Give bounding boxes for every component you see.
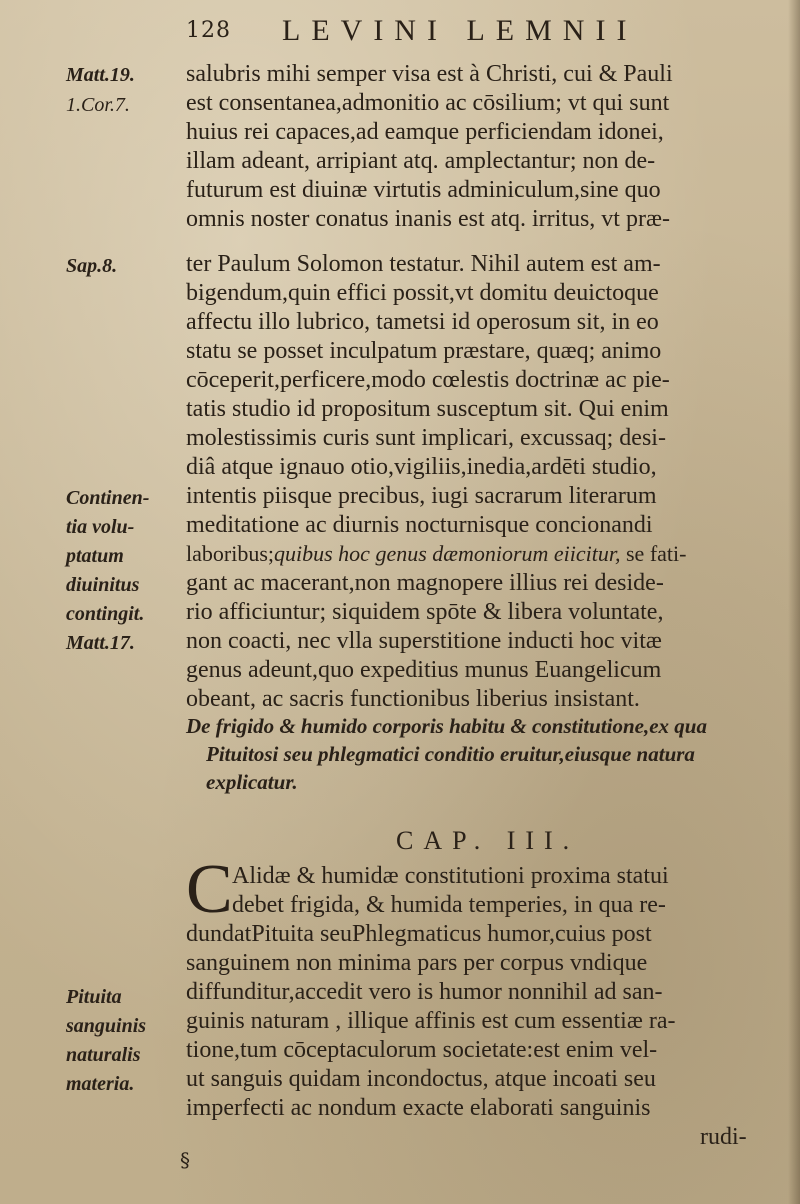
chapter-line: guinis naturam , illique affinis est cum essentiæ ra-	[186, 1008, 676, 1034]
chapter-line: tione,tum cōceptaculorum societate:est enim vel-	[186, 1037, 658, 1063]
margin-note-continentia-3: ptatum	[66, 545, 124, 567]
body-line: statu se posset inculpatum præstare, quæq; animo	[186, 338, 662, 364]
body-line: obeant, ac sacris functionibus liberius insistant.	[186, 686, 640, 712]
body-line-with-italic: laboribus;quibus hoc genus dæmoniorum eiicitur, se fati-	[186, 541, 687, 566]
body-line: bigendum,quin effici possit,vt domitu deuictoque	[186, 280, 659, 306]
chapter-line: sanguinem non minima pars per corpus vndique	[186, 950, 648, 976]
body-line: omnis noster conatus inanis est atq. irritus, vt præ-	[186, 206, 670, 232]
body-line: intentis piisque precibus, iugi sacrarum literarum	[186, 483, 657, 509]
body-line: diâ atque ignauo otio,vigiliis,inedia,ardēti studio,	[186, 454, 657, 480]
body-line: est consentanea,admonitio ac cōsilium; vt qui sunt	[186, 90, 670, 116]
margin-note-continentia-5: contingit.	[66, 603, 145, 625]
margin-note-pituita-4: materia.	[66, 1073, 135, 1095]
body-line: gant ac macerant,non magnopere illius rei deside-	[186, 570, 664, 596]
margin-note-pituita-2: sanguinis	[66, 1015, 147, 1037]
body-line: illam adeant, arripiant atq. amplectantur; non de-	[186, 148, 656, 174]
page-header	[0, 14, 800, 54]
chapter-line: Alidæ & humidæ constitutioni proxima statui	[232, 863, 669, 889]
drop-cap: C	[186, 851, 233, 928]
body-line: meditatione ac diurnis nocturnisque concionandi	[186, 512, 653, 538]
chapter-heading: CAP. III.	[396, 826, 580, 855]
body-line: tatis studio id propositum susceptum sit. Qui enim	[186, 396, 669, 422]
chapter-line: diffunditur,accedit vero is humor nonnihil ad san-	[186, 979, 663, 1005]
chapter-line: imperfecti ac nondum exacte elaborati sanguinis	[186, 1095, 651, 1121]
body-line: genus adeunt,quo expeditius munus Euangelicum	[186, 657, 662, 683]
margin-note-pituita-3: naturalis	[66, 1044, 141, 1066]
body-line: non coacti, nec vlla superstitione inducti hoc vitæ	[186, 628, 662, 654]
chapter-summary-line: explicatur.	[206, 770, 298, 794]
body-line: futurum est diuinæ virtutis adminiculum,sine quo	[186, 177, 661, 203]
margin-note-sap8: Sap.8.	[66, 255, 118, 277]
body-line: salubris mihi semper visa est à Christi, cui & Pauli	[186, 61, 673, 87]
margin-note-matt19: Matt.19.	[66, 64, 135, 86]
body-line: ter Paulum Solomon testatur. Nihil autem est am-	[186, 251, 661, 277]
chapter-line: debet frigida, & humida temperies, in qua re-	[232, 892, 666, 918]
chapter-summary-line: Pituitosi seu phlegmatici conditio eruitur,eiusque natura	[206, 742, 695, 766]
running-title: LEVINI LEMNII	[282, 14, 638, 47]
page-number: 128	[186, 18, 231, 43]
body-line: affectu illo lubrico, tametsi id operosum sit, in eo	[186, 309, 659, 335]
body-line: molestissimis curis sunt implicari, excussaq; desi-	[186, 425, 666, 451]
chapter-summary-line: De frigido & humido corporis habitu & constitutione,ex qua	[186, 714, 707, 738]
footer-ornament: §	[180, 1148, 190, 1172]
margin-note-continentia-1: Continen-	[66, 487, 150, 509]
margin-note-matt17: Matt.17.	[66, 632, 135, 654]
margin-note-continentia-4: diuinitus	[66, 574, 140, 596]
chapter-line: dundatPituita seuPhlegmaticus humor,cuius post	[186, 921, 652, 947]
page-edge-shadow	[788, 0, 800, 1204]
body-line: huius rei capaces,ad eamque perficiendam idonei,	[186, 119, 664, 145]
italic-phrase: quibus hoc genus dæmoniorum eiicitur,	[274, 541, 621, 566]
body-line: cōceperit,perficere,modo cœlestis doctrinæ ac pie-	[186, 367, 670, 393]
margin-note-pituita-1: Pituita	[66, 986, 122, 1008]
catchword: rudi-	[700, 1124, 747, 1150]
margin-note-continentia-2: tia volu-	[66, 516, 135, 538]
margin-note-1cor7: 1.Cor.7.	[66, 94, 130, 116]
body-line: rio afficiuntur; siquidem spōte & libera voluntate,	[186, 599, 664, 625]
chapter-line: ut sanguis quidam incondoctus, atque incoati seu	[186, 1066, 656, 1092]
